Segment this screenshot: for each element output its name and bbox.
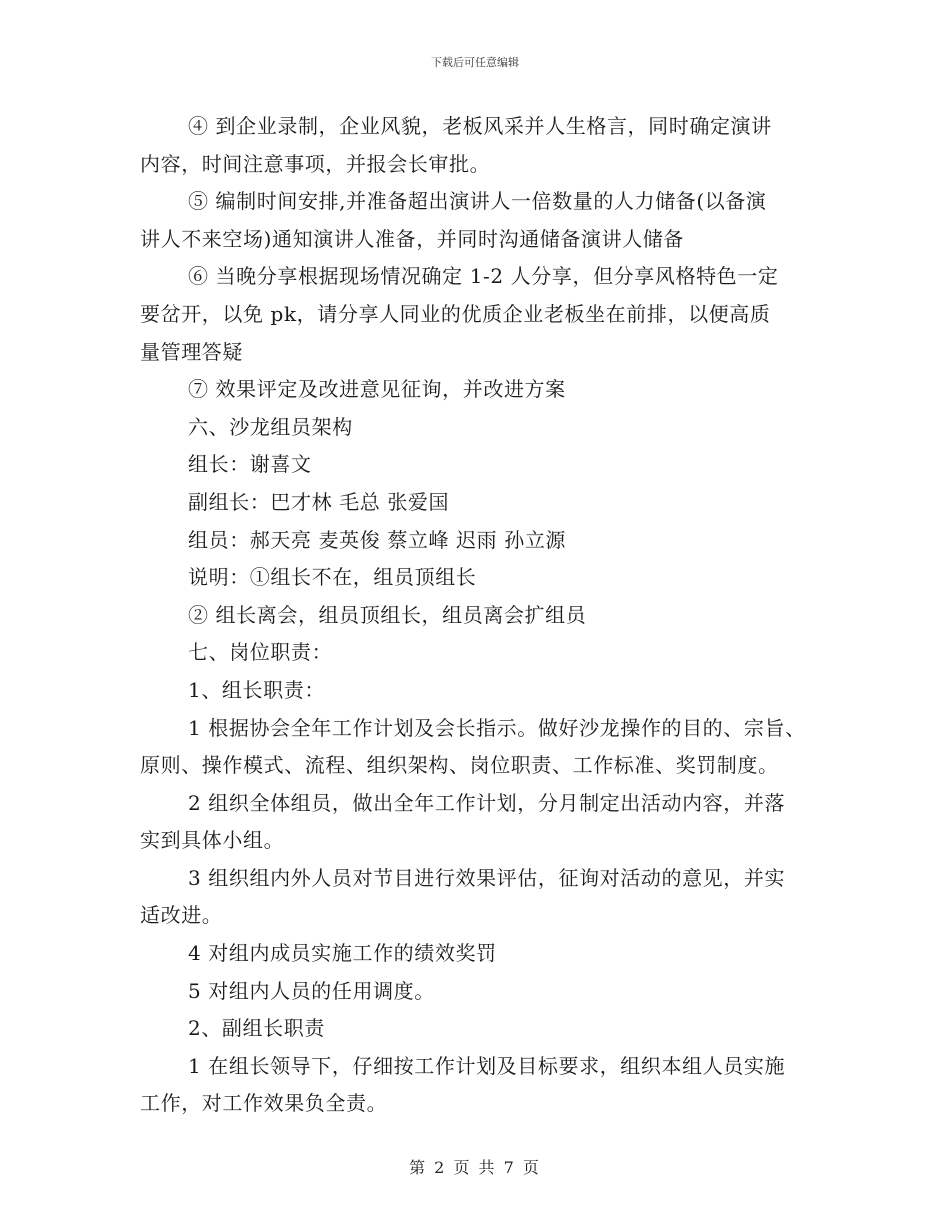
- page-footer: 第 2 页 共 7 页: [409, 1158, 541, 1177]
- text-line: ⑥ 当晚分享根据现场情况确定 1-2 人分享，但分享风格特色一定: [188, 264, 779, 289]
- text-line: ② 组长离会，组员顶组长，组员离会扩组员: [188, 602, 587, 627]
- text-line: 七、岗位职责：: [188, 640, 333, 665]
- text-line: 1 根据协会全年工作计划及会长指示。做好沙龙操作的目的、宗旨、: [188, 715, 806, 740]
- page-header: 下载后可任意编辑: [431, 56, 519, 69]
- text-line: 组长：谢喜文: [188, 452, 312, 477]
- text-line: 组员：郝天亮 麦英俊 蔡立峰 迟雨 孙立源: [188, 527, 567, 552]
- text-line: 说明：①组长不在，组员顶组长: [188, 565, 477, 590]
- text-line: 适改进。: [140, 903, 223, 928]
- text-line: 5 对组内人员的任用调度。: [188, 978, 435, 1003]
- text-line: 实到具体小组。: [140, 828, 285, 853]
- text-line: 要岔开，以免 pk，请分享人同业的优质企业老板坐在前排，以便高质: [140, 301, 771, 326]
- text-line: ⑤ 编制时间安排,并准备超出演讲人一倍数量的人力储备(以备演: [188, 189, 767, 214]
- text-line: 内容，时间注意事项，并报会长审批。: [140, 151, 491, 176]
- text-line: 2、副组长职责: [188, 1016, 325, 1041]
- text-line: 1、组长职责：: [188, 677, 325, 702]
- text-line: ④ 到企业录制，企业风貌，老板风采并人生格言，同时确定演讲: [188, 114, 772, 138]
- text-line: 副组长：巴才林 毛总 张爱国: [188, 489, 450, 514]
- text-line: ⑦ 效果评定及改进意见征询，并改进方案: [188, 377, 566, 402]
- text-line: 原则、操作模式、流程、组织架构、岗位职责、工作标准、奖罚制度。: [140, 753, 779, 778]
- text-line: 4 对组内成员实施工作的绩效奖罚: [188, 941, 497, 966]
- text-line: 3 组织组内外人员对节目进行效果评估，征询对活动的意见，并实: [188, 865, 786, 890]
- document-body: [140, 108, 820, 1123]
- text-line: 量管理答疑: [140, 339, 243, 364]
- text-line: 讲人不来空场)通知演讲人准备，并同时沟通储备演讲人储备: [140, 226, 685, 251]
- text-line: 2 组织全体组员，做出全年工作计划，分月制定出活动内容，并落: [188, 790, 786, 815]
- text-line: 六、沙龙组员架构: [188, 414, 353, 439]
- text-line: 1 在组长领导下，仔细按工作计划及目标要求，组织本组人员实施: [188, 1053, 786, 1078]
- text-line: 工作，对工作效果负全责。: [140, 1091, 388, 1116]
